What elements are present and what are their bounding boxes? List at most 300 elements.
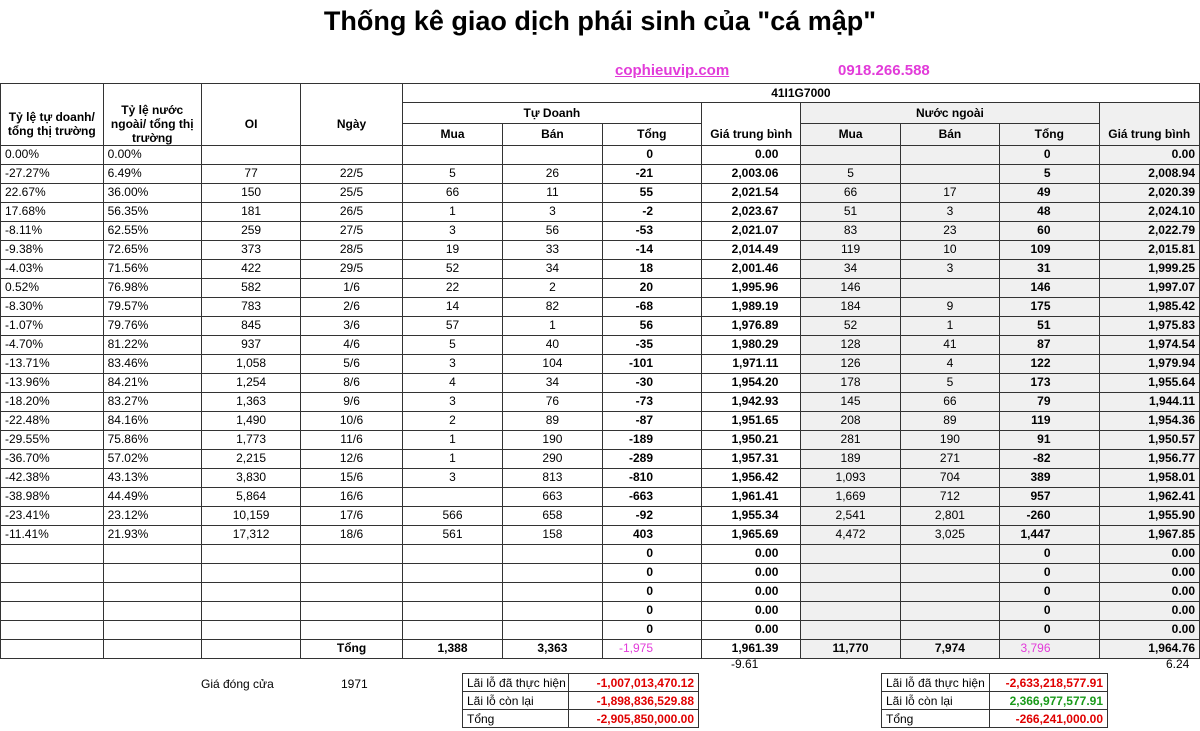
table-row xyxy=(1,487,1200,506)
cell-oi: 259 xyxy=(201,221,300,240)
cell-nn-tong: 79 xyxy=(1000,392,1099,411)
cell-nn-mua: 52 xyxy=(801,316,900,335)
cell-date xyxy=(301,582,403,601)
cell-td-tong: 56 xyxy=(602,316,701,335)
cell-ratio-nn: 43.13% xyxy=(103,468,201,487)
table-row xyxy=(1,411,1200,430)
cell-date: 8/6 xyxy=(301,373,403,392)
table-row xyxy=(1,525,1200,544)
cell-td-ban: 56 xyxy=(503,221,602,240)
cell-td-ban: 104 xyxy=(503,354,602,373)
cell-td-gia: 1,971.11 xyxy=(702,354,801,373)
cell-ratio-td: 22.67% xyxy=(1,183,104,202)
cell-td-gia: 0.00 xyxy=(702,544,801,563)
cell-td-ban: 34 xyxy=(503,373,602,392)
cell-td-mua: 57 xyxy=(402,316,502,335)
cell-oi: 845 xyxy=(201,316,300,335)
cell-td-mua: 19 xyxy=(402,240,502,259)
cell-td-mua xyxy=(402,145,502,164)
cell-nn-ban: 712 xyxy=(900,487,999,506)
cell-nn-mua: 189 xyxy=(801,449,900,468)
cell-nn-mua: 145 xyxy=(801,392,900,411)
cell-oi: 1,363 xyxy=(201,392,300,411)
close-price-value: 1971 xyxy=(341,677,368,691)
cell-nn-tong: 0 xyxy=(1000,145,1099,164)
cell-nn-ban: 271 xyxy=(900,449,999,468)
cell-ratio-nn: 56.35% xyxy=(103,202,201,221)
trading-table xyxy=(0,83,1200,659)
cell-ratio-nn: 23.12% xyxy=(103,506,201,525)
cell-nn-ban xyxy=(900,278,999,297)
cell-nn-ban: 9 xyxy=(900,297,999,316)
cell-nn-tong: 48 xyxy=(1000,202,1099,221)
cell-date xyxy=(301,601,403,620)
header-date: Ngày xyxy=(301,103,403,146)
cell-nn-tong: 173 xyxy=(1000,373,1099,392)
cell-date: 17/6 xyxy=(301,506,403,525)
cell-date: 15/6 xyxy=(301,468,403,487)
cell-ratio-nn: 44.49% xyxy=(103,487,201,506)
cell-date: 2/6 xyxy=(301,297,403,316)
cell-oi: 1,058 xyxy=(201,354,300,373)
cell-td-gia: 1,976.89 xyxy=(702,316,801,335)
cell-nn-gia: 1,950.57 xyxy=(1099,430,1200,449)
cell-oi: 10,159 xyxy=(201,506,300,525)
cell-date: 18/6 xyxy=(301,525,403,544)
table-row xyxy=(1,221,1200,240)
cell-td-ban: 290 xyxy=(503,449,602,468)
cell-nn-mua xyxy=(801,544,900,563)
total-nn-mua: 11,770 xyxy=(801,639,900,658)
cell-nn-gia: 0.00 xyxy=(1099,620,1200,639)
cell-ratio-nn: 62.55% xyxy=(103,221,201,240)
cell-nn-tong: 957 xyxy=(1000,487,1099,506)
cell-oi: 17,312 xyxy=(201,525,300,544)
cell-nn-gia: 2,024.10 xyxy=(1099,202,1200,221)
cell-date: 16/6 xyxy=(301,487,403,506)
cell-td-gia: 1,951.65 xyxy=(702,411,801,430)
cell-td-gia: 1,954.20 xyxy=(702,373,801,392)
cell-nn-gia: 1,944.11 xyxy=(1099,392,1200,411)
empty-cell xyxy=(103,639,201,658)
cell-td-mua: 4 xyxy=(402,373,502,392)
cell-td-tong: -21 xyxy=(602,164,701,183)
cell-ratio-nn: 76.98% xyxy=(103,278,201,297)
cell-oi: 5,864 xyxy=(201,487,300,506)
cell-nn-tong: 0 xyxy=(1000,601,1099,620)
cell-td-gia: 0.00 xyxy=(702,620,801,639)
total-label: Tổng xyxy=(301,639,403,658)
cell-td-mua: 3 xyxy=(402,354,502,373)
header-nn-gia: Giá trung bình xyxy=(1099,124,1200,145)
cell-oi xyxy=(201,582,300,601)
table-row xyxy=(1,278,1200,297)
pl-row xyxy=(463,692,699,710)
cell-ratio-nn xyxy=(103,582,201,601)
cell-ratio-td: -18.20% xyxy=(1,392,104,411)
header-nn-mua: Mua xyxy=(801,124,900,145)
cell-nn-mua: 83 xyxy=(801,221,900,240)
cell-nn-tong: 0 xyxy=(1000,544,1099,563)
cell-ratio-td: -9.38% xyxy=(1,240,104,259)
cell-td-gia: 1,955.34 xyxy=(702,506,801,525)
header-td-mua: Mua xyxy=(402,124,502,145)
cell-ratio-nn: 83.46% xyxy=(103,354,201,373)
cell-ratio-td: -11.41% xyxy=(1,525,104,544)
cell-td-gia: 1,956.42 xyxy=(702,468,801,487)
cell-ratio-nn: 57.02% xyxy=(103,449,201,468)
cell-td-ban: 658 xyxy=(503,506,602,525)
pl-label: Tổng xyxy=(882,710,990,728)
cell-nn-tong: 175 xyxy=(1000,297,1099,316)
cell-ratio-nn: 21.93% xyxy=(103,525,201,544)
cell-ratio-td: -23.41% xyxy=(1,506,104,525)
pl-label: Tổng xyxy=(463,710,569,728)
cell-td-ban: 40 xyxy=(503,335,602,354)
cell-nn-gia: 1,999.25 xyxy=(1099,259,1200,278)
cell-date: 27/5 xyxy=(301,221,403,240)
cell-td-tong: 20 xyxy=(602,278,701,297)
cell-nn-ban: 4 xyxy=(900,354,999,373)
table-row xyxy=(1,202,1200,221)
cell-date xyxy=(301,620,403,639)
cell-nn-ban xyxy=(900,164,999,183)
cell-nn-tong: 49 xyxy=(1000,183,1099,202)
cell-date: 10/6 xyxy=(301,411,403,430)
cell-td-tong: -92 xyxy=(602,506,701,525)
site-link[interactable]: cophieuvip.com xyxy=(615,62,730,79)
cell-date: 4/6 xyxy=(301,335,403,354)
cell-ratio-nn: 71.56% xyxy=(103,259,201,278)
cell-nn-ban xyxy=(900,601,999,620)
cell-td-tong: 0 xyxy=(602,601,701,620)
cell-td-gia: 2,021.07 xyxy=(702,221,801,240)
table-row xyxy=(1,430,1200,449)
cell-oi xyxy=(201,544,300,563)
cell-td-ban: 3 xyxy=(503,202,602,221)
pl-value: -1,898,836,529.88 xyxy=(569,692,699,710)
table-row xyxy=(1,468,1200,487)
cell-date: 3/6 xyxy=(301,316,403,335)
cell-ratio-nn: 83.27% xyxy=(103,392,201,411)
cell-nn-mua: 1,093 xyxy=(801,468,900,487)
cell-td-gia: 0.00 xyxy=(702,563,801,582)
cell-nn-gia: 0.00 xyxy=(1099,145,1200,164)
cell-ratio-nn: 84.21% xyxy=(103,373,201,392)
pl-label: Lãi lỗ đã thực hiện xyxy=(882,674,990,692)
total-td-tong: -1,975 xyxy=(602,639,701,658)
cell-date xyxy=(301,145,403,164)
header-blank xyxy=(1,84,104,103)
pl-value: -1,007,013,470.12 xyxy=(569,674,699,692)
cell-nn-ban: 89 xyxy=(900,411,999,430)
table-row xyxy=(1,563,1200,582)
table-row xyxy=(1,335,1200,354)
cell-date: 1/6 xyxy=(301,278,403,297)
cell-ratio-td xyxy=(1,544,104,563)
cell-ratio-td: -42.38% xyxy=(1,468,104,487)
cell-ratio-nn: 36.00% xyxy=(103,183,201,202)
cell-nn-mua: 51 xyxy=(801,202,900,221)
cell-nn-tong: 109 xyxy=(1000,240,1099,259)
cell-ratio-nn: 75.86% xyxy=(103,430,201,449)
cell-td-ban: 11 xyxy=(503,183,602,202)
cell-td-mua: 2 xyxy=(402,411,502,430)
cell-nn-mua xyxy=(801,582,900,601)
cell-ratio-td: 0.00% xyxy=(1,145,104,164)
cell-td-ban: 2 xyxy=(503,278,602,297)
header-nn-ban: Bán xyxy=(900,124,999,145)
header-td-tong: Tổng xyxy=(602,124,701,145)
cell-ratio-nn xyxy=(103,563,201,582)
cell-td-ban xyxy=(503,563,602,582)
cell-nn-tong: 0 xyxy=(1000,582,1099,601)
cell-td-mua xyxy=(402,563,502,582)
cell-td-mua xyxy=(402,582,502,601)
cell-td-ban: 158 xyxy=(503,525,602,544)
cell-date: 26/5 xyxy=(301,202,403,221)
cell-td-gia: 1,980.29 xyxy=(702,335,801,354)
cell-td-ban xyxy=(503,582,602,601)
empty-cell xyxy=(201,639,300,658)
cell-td-tong: 0 xyxy=(602,544,701,563)
pl-table-nuoc-ngoai xyxy=(881,673,1108,728)
cell-td-gia: 0.00 xyxy=(702,601,801,620)
cell-nn-tong: 91 xyxy=(1000,430,1099,449)
table-row xyxy=(1,373,1200,392)
cell-td-mua: 566 xyxy=(402,506,502,525)
cell-nn-gia: 0.00 xyxy=(1099,563,1200,582)
cell-td-gia: 1,989.19 xyxy=(702,297,801,316)
cell-td-tong: -53 xyxy=(602,221,701,240)
cell-nn-mua: 34 xyxy=(801,259,900,278)
cell-nn-mua: 2,541 xyxy=(801,506,900,525)
cell-ratio-nn: 79.57% xyxy=(103,297,201,316)
cell-td-ban xyxy=(503,620,602,639)
cell-td-tong: 18 xyxy=(602,259,701,278)
cell-nn-gia: 2,020.39 xyxy=(1099,183,1200,202)
cell-nn-ban: 66 xyxy=(900,392,999,411)
cell-ratio-td xyxy=(1,563,104,582)
cell-nn-tong: 0 xyxy=(1000,563,1099,582)
cell-oi: 422 xyxy=(201,259,300,278)
table-row xyxy=(1,240,1200,259)
cell-nn-mua: 126 xyxy=(801,354,900,373)
cell-td-ban: 663 xyxy=(503,487,602,506)
cell-nn-tong: 389 xyxy=(1000,468,1099,487)
cell-nn-tong: 146 xyxy=(1000,278,1099,297)
cell-nn-ban: 10 xyxy=(900,240,999,259)
total-nn-ban: 7,974 xyxy=(900,639,999,658)
page-title: Thống kê giao dịch phái sinh của "cá mập" xyxy=(323,6,877,36)
table-row xyxy=(1,601,1200,620)
cell-ratio-nn: 84.16% xyxy=(103,411,201,430)
cell-td-tong: 0 xyxy=(602,563,701,582)
cell-nn-tong: 119 xyxy=(1000,411,1099,430)
cell-nn-gia: 1,974.54 xyxy=(1099,335,1200,354)
cell-nn-ban xyxy=(900,620,999,639)
cell-nn-mua: 146 xyxy=(801,278,900,297)
cell-date: 9/6 xyxy=(301,392,403,411)
cell-td-gia: 1,957.31 xyxy=(702,449,801,468)
cell-td-tong: -73 xyxy=(602,392,701,411)
cell-td-gia: 0.00 xyxy=(702,145,801,164)
empty-cell xyxy=(1,639,104,658)
cell-td-mua: 561 xyxy=(402,525,502,544)
cell-td-tong: -289 xyxy=(602,449,701,468)
close-price-label: Giá đóng cửa xyxy=(201,677,274,691)
cell-nn-gia: 1,955.64 xyxy=(1099,373,1200,392)
cell-ratio-td: -4.70% xyxy=(1,335,104,354)
cell-nn-gia: 0.00 xyxy=(1099,582,1200,601)
table-row xyxy=(1,259,1200,278)
cell-nn-tong: 51 xyxy=(1000,316,1099,335)
cell-nn-tong: 5 xyxy=(1000,164,1099,183)
cell-ratio-nn xyxy=(103,544,201,563)
cell-oi: 1,490 xyxy=(201,411,300,430)
total-nn-gia: 1,964.76 xyxy=(1099,639,1200,658)
cell-td-mua: 1 xyxy=(402,430,502,449)
cell-nn-gia: 2,015.81 xyxy=(1099,240,1200,259)
cell-nn-ban: 3 xyxy=(900,202,999,221)
cell-ratio-td: -22.48% xyxy=(1,411,104,430)
cell-td-gia: 1,965.69 xyxy=(702,525,801,544)
header-tu-doanh: Tự Doanh xyxy=(402,103,701,124)
cell-nn-mua xyxy=(801,145,900,164)
cell-td-ban: 82 xyxy=(503,297,602,316)
cell-oi xyxy=(201,620,300,639)
cell-td-ban: 34 xyxy=(503,259,602,278)
phone-number: 0918.266.588 xyxy=(838,62,930,79)
cell-nn-ban xyxy=(900,145,999,164)
cell-nn-mua: 4,472 xyxy=(801,525,900,544)
cell-oi: 373 xyxy=(201,240,300,259)
table-row xyxy=(1,316,1200,335)
cell-td-mua xyxy=(402,544,502,563)
cell-td-gia: 2,021.54 xyxy=(702,183,801,202)
cell-date xyxy=(301,563,403,582)
cell-nn-ban: 23 xyxy=(900,221,999,240)
cell-nn-tong: -260 xyxy=(1000,506,1099,525)
cell-nn-mua xyxy=(801,620,900,639)
cell-nn-ban: 17 xyxy=(900,183,999,202)
pl-label: Lãi lỗ còn lại xyxy=(463,692,569,710)
cell-nn-mua: 5 xyxy=(801,164,900,183)
cell-td-gia: 2,001.46 xyxy=(702,259,801,278)
cell-nn-gia: 1,954.36 xyxy=(1099,411,1200,430)
cell-nn-mua: 184 xyxy=(801,297,900,316)
cell-ratio-td: -36.70% xyxy=(1,449,104,468)
total-td-gia: 1,961.39 xyxy=(702,639,801,658)
cell-nn-ban: 5 xyxy=(900,373,999,392)
contract-code: 41I1G7000 xyxy=(402,84,1199,103)
cell-nn-ban xyxy=(900,563,999,582)
cell-td-mua: 3 xyxy=(402,221,502,240)
cell-nn-ban: 41 xyxy=(900,335,999,354)
cell-oi: 1,254 xyxy=(201,373,300,392)
cell-ratio-nn: 0.00% xyxy=(103,145,201,164)
cell-nn-mua: 178 xyxy=(801,373,900,392)
cell-td-tong: -810 xyxy=(602,468,701,487)
cell-td-mua: 1 xyxy=(402,202,502,221)
cell-td-gia: 2,003.06 xyxy=(702,164,801,183)
cell-nn-mua: 119 xyxy=(801,240,900,259)
cell-td-mua: 22 xyxy=(402,278,502,297)
pl-row xyxy=(882,710,1108,728)
cell-td-tong: 55 xyxy=(602,183,701,202)
total-td-mua: 1,388 xyxy=(402,639,502,658)
cell-date: 29/5 xyxy=(301,259,403,278)
cell-ratio-td: -13.96% xyxy=(1,373,104,392)
cell-nn-mua: 128 xyxy=(801,335,900,354)
cell-nn-gia: 1,997.07 xyxy=(1099,278,1200,297)
cell-nn-gia: 1,979.94 xyxy=(1099,354,1200,373)
cell-oi: 2,215 xyxy=(201,449,300,468)
pl-value: -266,241,000.00 xyxy=(990,710,1108,728)
diff-tu-doanh: -9.61 xyxy=(731,657,759,671)
cell-date: 5/6 xyxy=(301,354,403,373)
table-row xyxy=(1,506,1200,525)
cell-td-mua xyxy=(402,620,502,639)
cell-td-mua: 3 xyxy=(402,392,502,411)
cell-td-ban: 89 xyxy=(503,411,602,430)
header-nn-tong: Tổng xyxy=(1000,124,1099,145)
cell-ratio-td: -13.71% xyxy=(1,354,104,373)
cell-oi xyxy=(201,145,300,164)
cell-ratio-td: -1.07% xyxy=(1,316,104,335)
cell-oi xyxy=(201,601,300,620)
cell-ratio-td: -4.03% xyxy=(1,259,104,278)
pl-row xyxy=(463,674,699,692)
header-td-ban: Bán xyxy=(503,124,602,145)
cell-nn-gia: 1,962.41 xyxy=(1099,487,1200,506)
pl-value: -2,633,218,577.91 xyxy=(990,674,1108,692)
cell-td-tong: 0 xyxy=(602,620,701,639)
pl-row xyxy=(463,710,699,728)
cell-td-tong: -87 xyxy=(602,411,701,430)
cell-nn-gia: 1,975.83 xyxy=(1099,316,1200,335)
cell-nn-mua: 208 xyxy=(801,411,900,430)
cell-nn-gia: 0.00 xyxy=(1099,601,1200,620)
table-row xyxy=(1,544,1200,563)
cell-td-gia: 2,014.49 xyxy=(702,240,801,259)
pl-value: -2,905,850,000.00 xyxy=(569,710,699,728)
cell-ratio-td xyxy=(1,601,104,620)
cell-td-mua: 5 xyxy=(402,335,502,354)
cell-date xyxy=(301,544,403,563)
cell-nn-mua: 1,669 xyxy=(801,487,900,506)
cell-ratio-nn: 79.76% xyxy=(103,316,201,335)
cell-td-ban: 190 xyxy=(503,430,602,449)
cell-nn-tong: 0 xyxy=(1000,620,1099,639)
cell-nn-gia: 1,955.90 xyxy=(1099,506,1200,525)
cell-ratio-nn xyxy=(103,601,201,620)
cell-nn-gia: 1,956.77 xyxy=(1099,449,1200,468)
cell-td-mua xyxy=(402,601,502,620)
table-row xyxy=(1,449,1200,468)
cell-td-mua: 1 xyxy=(402,449,502,468)
cell-nn-gia: 2,022.79 xyxy=(1099,221,1200,240)
cell-oi: 582 xyxy=(201,278,300,297)
cell-td-gia: 1,942.93 xyxy=(702,392,801,411)
cell-td-tong: -30 xyxy=(602,373,701,392)
cell-date: 25/5 xyxy=(301,183,403,202)
total-td-ban: 3,363 xyxy=(503,639,602,658)
cell-oi: 181 xyxy=(201,202,300,221)
cell-date: 12/6 xyxy=(301,449,403,468)
total-row xyxy=(1,639,1200,658)
table-row xyxy=(1,582,1200,601)
